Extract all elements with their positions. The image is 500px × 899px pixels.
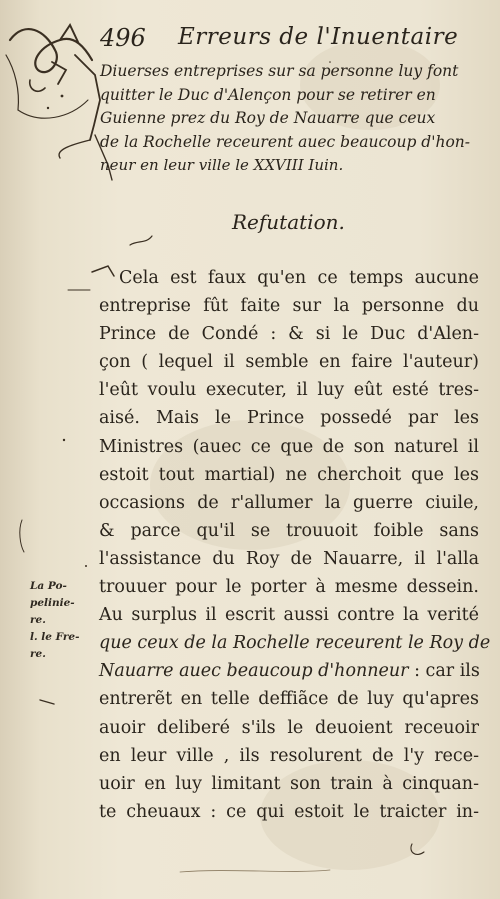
quote-line: neur en leur ville le XXVIII Iuin. [100,156,344,175]
body-line: çon ( lequel il semble en faire l'auteur) [99,352,479,373]
margin-note-line: l. le Fre- [30,631,80,643]
body-line: Prince de Condé : & si le Duc d'Alen- [99,324,479,345]
body-line: en leur ville , ils resolurent de l'y rece- [99,745,479,766]
page-number: 496 [100,24,146,52]
body-line: que ceux de la Rochelle receurent le Roy de [99,633,491,654]
body-line: Au surplus il escrit aussi contre la verité [99,605,479,626]
quote-line: de la Rochelle receurent auec beaucoup d'hon- [100,132,471,151]
body-line: estoit tout martial) ne cherchoit que les [99,464,479,485]
quote-line: Guienne prez du Roy de Nauarre que ceux [100,109,436,128]
section-title: Refutation. [232,210,345,234]
margin-note-line: re. [30,648,46,660]
quoted-passage [100,60,485,178]
margin-note [30,578,92,663]
quote-line: quitter le Duc d'Alençon pour se retirer en [100,85,436,104]
body-line: entrerẽt en telle deffiãce de luy qu'apres [99,689,479,710]
body-line: entreprise fût faite sur la personne du [99,296,479,317]
body-line: uoir en luy limitant son train à cinquan- [99,773,479,794]
body-line: & parce qu'il se trouuoit foible sans [99,520,479,541]
body-line: l'assistance du Roy de Nauarre, il l'alla [99,548,479,569]
body-line: occasions de r'allumer la guerre ciuile, [99,492,479,513]
running-title: Erreurs de l'Inuentaire [178,24,459,50]
body-line: Ministres (auec ce que de son naturel il [99,436,479,457]
quote-line: Diuerses entreprises sur sa personne luy font [100,62,459,80]
body-line: Cela est faux qu'en ce temps aucune [119,268,479,288]
body-line: trouuer pour le porter à mesme dessein. [99,577,479,598]
margin-note-line: La Po- [30,580,67,592]
body-line: aisé. Mais le Prince possedé par les [99,408,479,429]
body-line: te cheuaux : ce qui estoit le traicter in- [99,801,479,822]
body-line: Nauarre auec beaucoup d'honneur : car ils [99,661,480,682]
margin-note-line: pelinie- [30,597,75,609]
body-line: auoir deliberé s'ils le deuoient receuoir [99,717,479,738]
page-header [100,22,480,58]
body-line: l'eût voulu executer, il luy eût esté tres- [99,380,479,401]
body-text [99,264,491,826]
margin-note-line: re. [30,614,46,626]
